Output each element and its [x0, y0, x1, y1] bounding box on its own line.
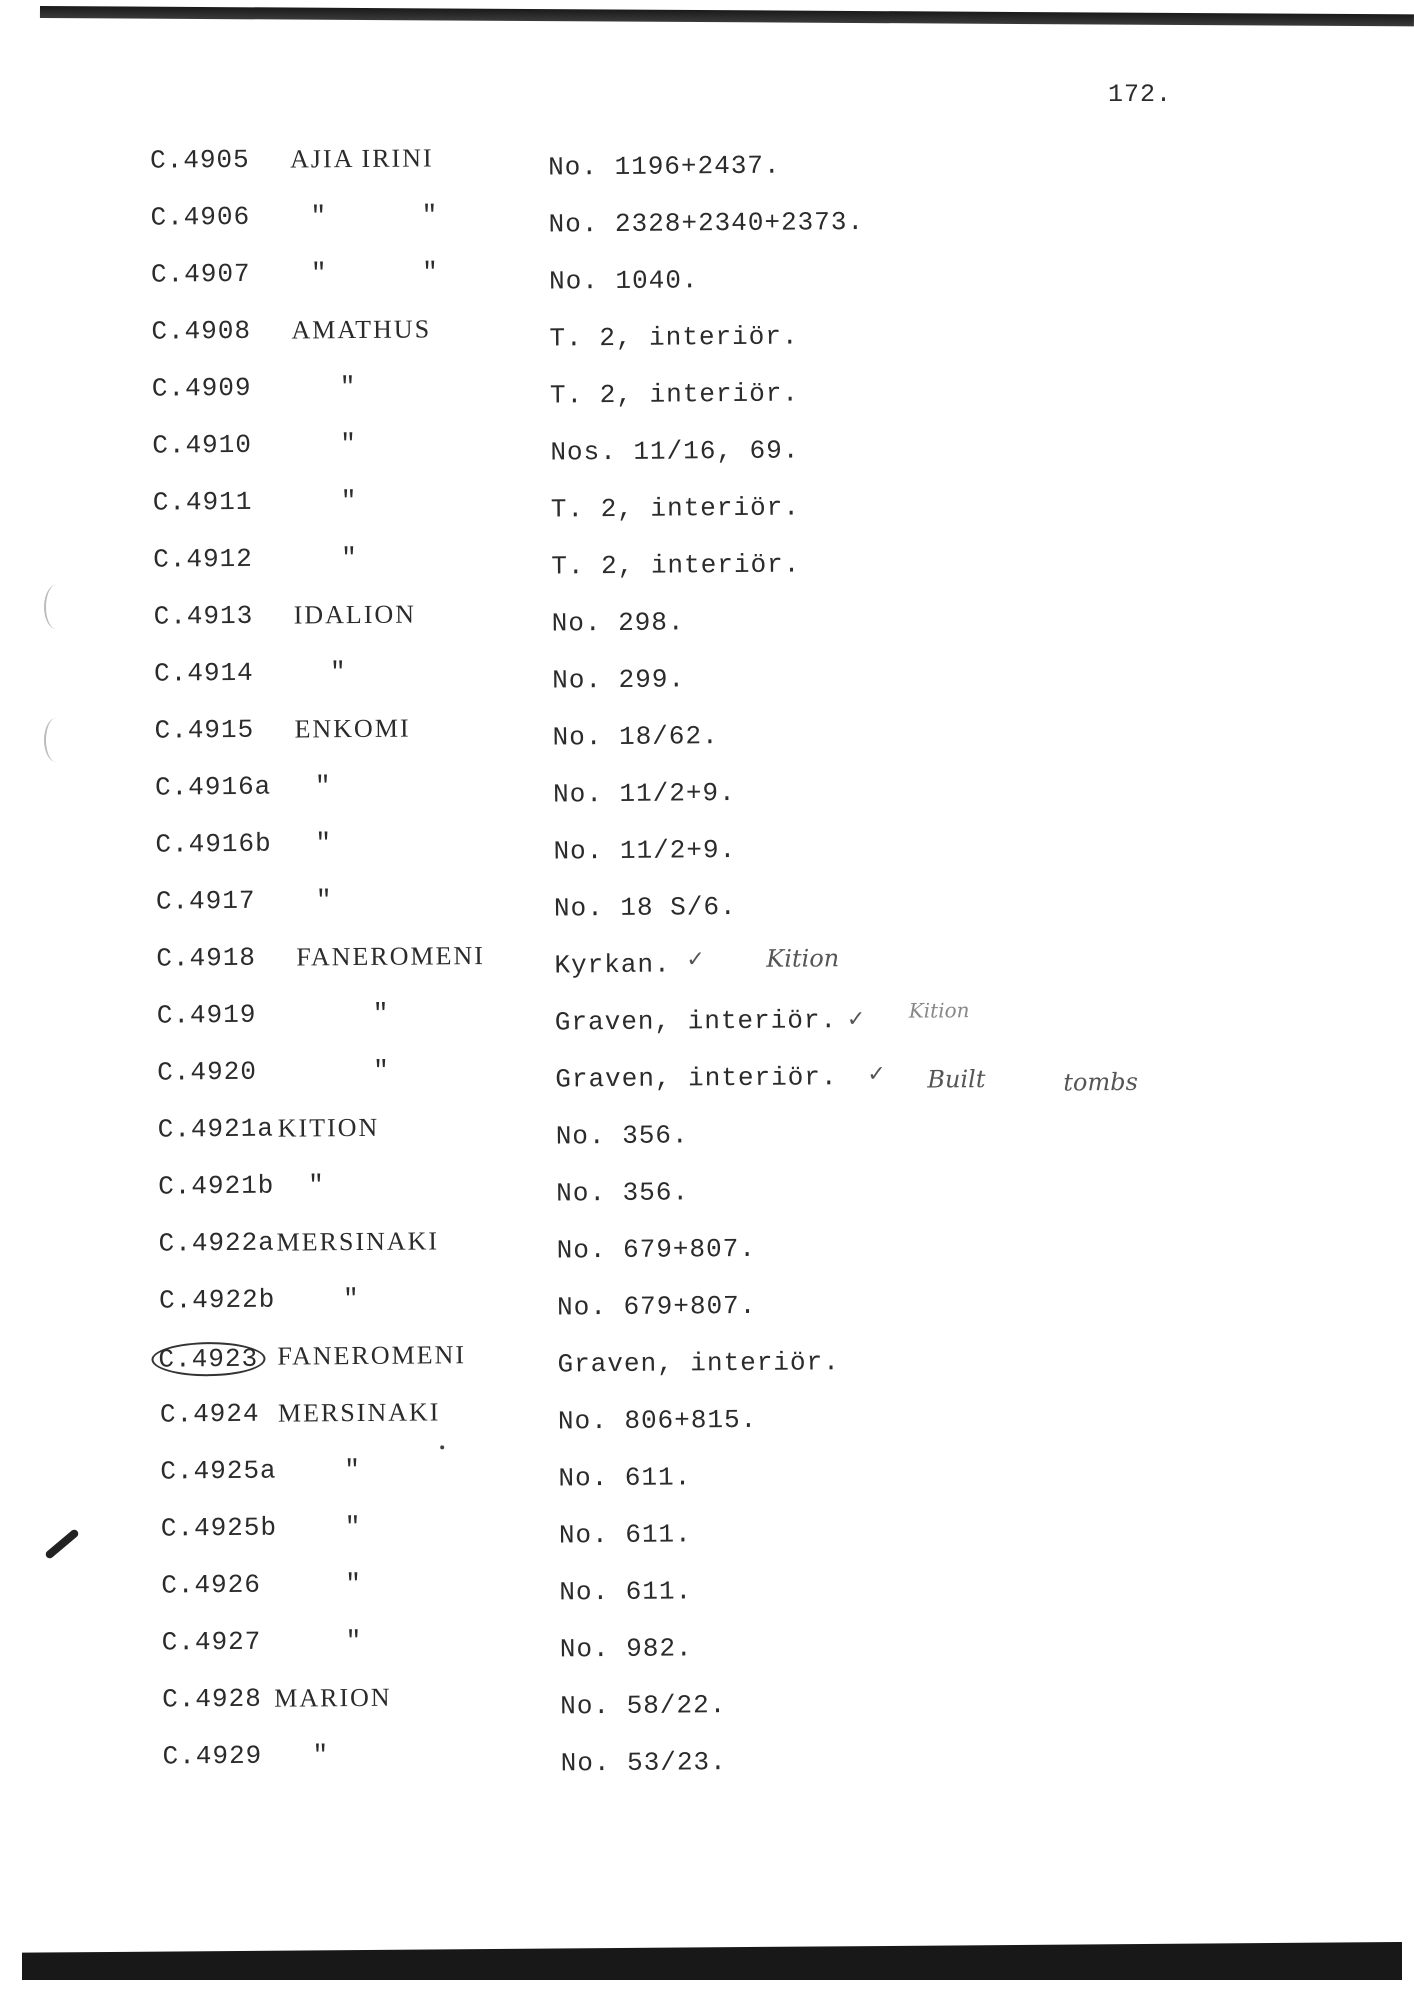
entry-site: MERSINAKI — [277, 1397, 441, 1428]
entry-reference: No. 1196+2437. — [548, 150, 781, 183]
entry-code: C.4909 — [151, 372, 252, 404]
entry-code: C.4919 — [156, 999, 257, 1031]
entry-reference: No. 982. — [559, 1633, 693, 1665]
entry-code: C.4913 — [153, 600, 254, 632]
entry-code: C.4920 — [157, 1056, 257, 1088]
entry-reference: Kyrkan. — [554, 949, 671, 981]
entry-site: AJIA IRINI — [289, 143, 434, 174]
entry-code: C.4905 — [149, 144, 250, 176]
entry-site: FANEROMENI — [277, 1340, 467, 1371]
entry-site: " — [373, 1055, 391, 1086]
entry-site: " — [308, 1170, 326, 1201]
circled-code: C.4923 — [151, 1342, 265, 1377]
entry-code: C.4929 — [162, 1740, 263, 1772]
entry-site: " — [329, 657, 348, 688]
entry-code: C.4927 — [161, 1626, 262, 1658]
entry-site: " — [344, 1511, 363, 1543]
entry-site: " — [315, 828, 334, 859]
entry-site: " " — [310, 200, 478, 232]
entry-site: IDALION — [293, 599, 417, 630]
entry-code: C.4917 — [155, 885, 256, 917]
ledger-row — [13, 1732, 1414, 1800]
entry-code: C.4914 — [153, 657, 254, 689]
entry-site: AMATHUS — [291, 314, 432, 345]
entry-code: C.4918 — [156, 942, 257, 974]
entry-reference: No. 2328+2340+2373. — [548, 207, 865, 240]
entry-reference: No. 679+807. — [556, 1233, 757, 1266]
entry-reference: No. 1040. — [548, 265, 699, 297]
entry-reference: No. 58/22. — [560, 1690, 727, 1722]
entry-site: " — [344, 1454, 363, 1486]
entry-reference: No. 679+807. — [556, 1290, 757, 1323]
entry-code: C.4908 — [151, 315, 252, 347]
entry-reference: Graven, interiör. — [554, 1005, 838, 1038]
entry-reference: No. 806+815. — [557, 1404, 758, 1437]
entry-reference: No. 18 S/6. — [553, 892, 737, 924]
ink-dot — [440, 1445, 444, 1449]
entry-site: " " — [310, 257, 478, 289]
check-mark-icon: ✓ — [846, 1007, 866, 1033]
entry-code: C.4916a — [154, 771, 272, 803]
handwritten-note: Kition — [766, 944, 840, 973]
entry-code: C.4925b — [160, 1512, 278, 1544]
entry-reference: No. 11/2+9. — [552, 778, 736, 810]
entry-reference: T. 2, interiör. — [550, 492, 800, 525]
entry-site: ENKOMI — [294, 713, 411, 744]
handwritten-note: Built — [927, 1065, 986, 1094]
entry-site: " — [314, 771, 333, 802]
entry-reference: T. 2, interiör. — [549, 378, 800, 411]
entry-code: C.4928 — [162, 1683, 262, 1715]
entry-site: " — [312, 1740, 331, 1771]
page-number: 172. — [1108, 80, 1173, 109]
entry-code: C.4911 — [152, 486, 253, 518]
entry-code: C.4906 — [150, 201, 251, 233]
entry-site: " — [345, 1625, 364, 1657]
entry-code: C.4926 — [161, 1569, 262, 1601]
entry-reference: No. 611. — [559, 1576, 693, 1608]
handwritten-note: tombs — [1063, 1067, 1138, 1097]
entry-site: " — [345, 1568, 363, 1600]
entry-site: " — [339, 371, 358, 403]
entry-reference: No. 298. — [551, 607, 685, 639]
entry-code: C.4924 — [159, 1398, 260, 1430]
entry-site: " — [340, 428, 359, 460]
entry-code: C.4921a — [157, 1113, 275, 1145]
entry-reference: T. 2, interiör. — [551, 549, 801, 582]
check-mark-icon: ✓ — [686, 947, 705, 973]
entry-code: C.4922a — [158, 1227, 275, 1259]
entry-code: C.4907 — [150, 258, 251, 290]
entry-site: " — [315, 885, 334, 916]
entry-reference: Nos. 11/16, 69. — [550, 435, 800, 468]
check-mark-icon: ✓ — [867, 1061, 886, 1088]
entry-code: C.4910 — [152, 429, 253, 461]
entry-code: C.4916b — [155, 828, 272, 860]
entry-code: C.4925a — [160, 1455, 277, 1487]
entry-code: C.4912 — [153, 543, 253, 575]
entry-code: C.4921b — [158, 1170, 275, 1202]
entry-code — [159, 1342, 265, 1377]
entry-reference: No. 611. — [558, 1519, 692, 1551]
entry-reference: No. 299. — [552, 664, 686, 696]
entry-reference: No. 611. — [558, 1462, 692, 1494]
entry-site: MARION — [274, 1682, 392, 1713]
entry-reference: No. 11/2+9. — [553, 835, 737, 867]
entry-reference: Graven, interiör. — [555, 1062, 838, 1095]
entry-site: " — [341, 542, 359, 574]
handwritten-note: Kition — [908, 998, 970, 1023]
entry-reference: Graven, interiör. — [557, 1347, 840, 1380]
entry-reference: No. 18/62. — [552, 721, 719, 753]
entry-site: " — [372, 998, 391, 1029]
entry-site: FANEROMENI — [296, 941, 485, 972]
entry-code: C.4915 — [154, 714, 255, 746]
entry-site: " — [342, 1283, 361, 1315]
entry-reference: No. 53/23. — [560, 1747, 727, 1779]
entry-site: MERSINAKI — [276, 1226, 440, 1257]
entry-site: " — [340, 485, 359, 517]
entry-reference: No. 356. — [556, 1177, 690, 1209]
entry-reference: T. 2, interiör. — [549, 321, 799, 354]
entry-reference: No. 356. — [555, 1120, 689, 1152]
entry-site: KITION — [277, 1112, 380, 1143]
entry-code: C.4922b — [158, 1284, 276, 1316]
